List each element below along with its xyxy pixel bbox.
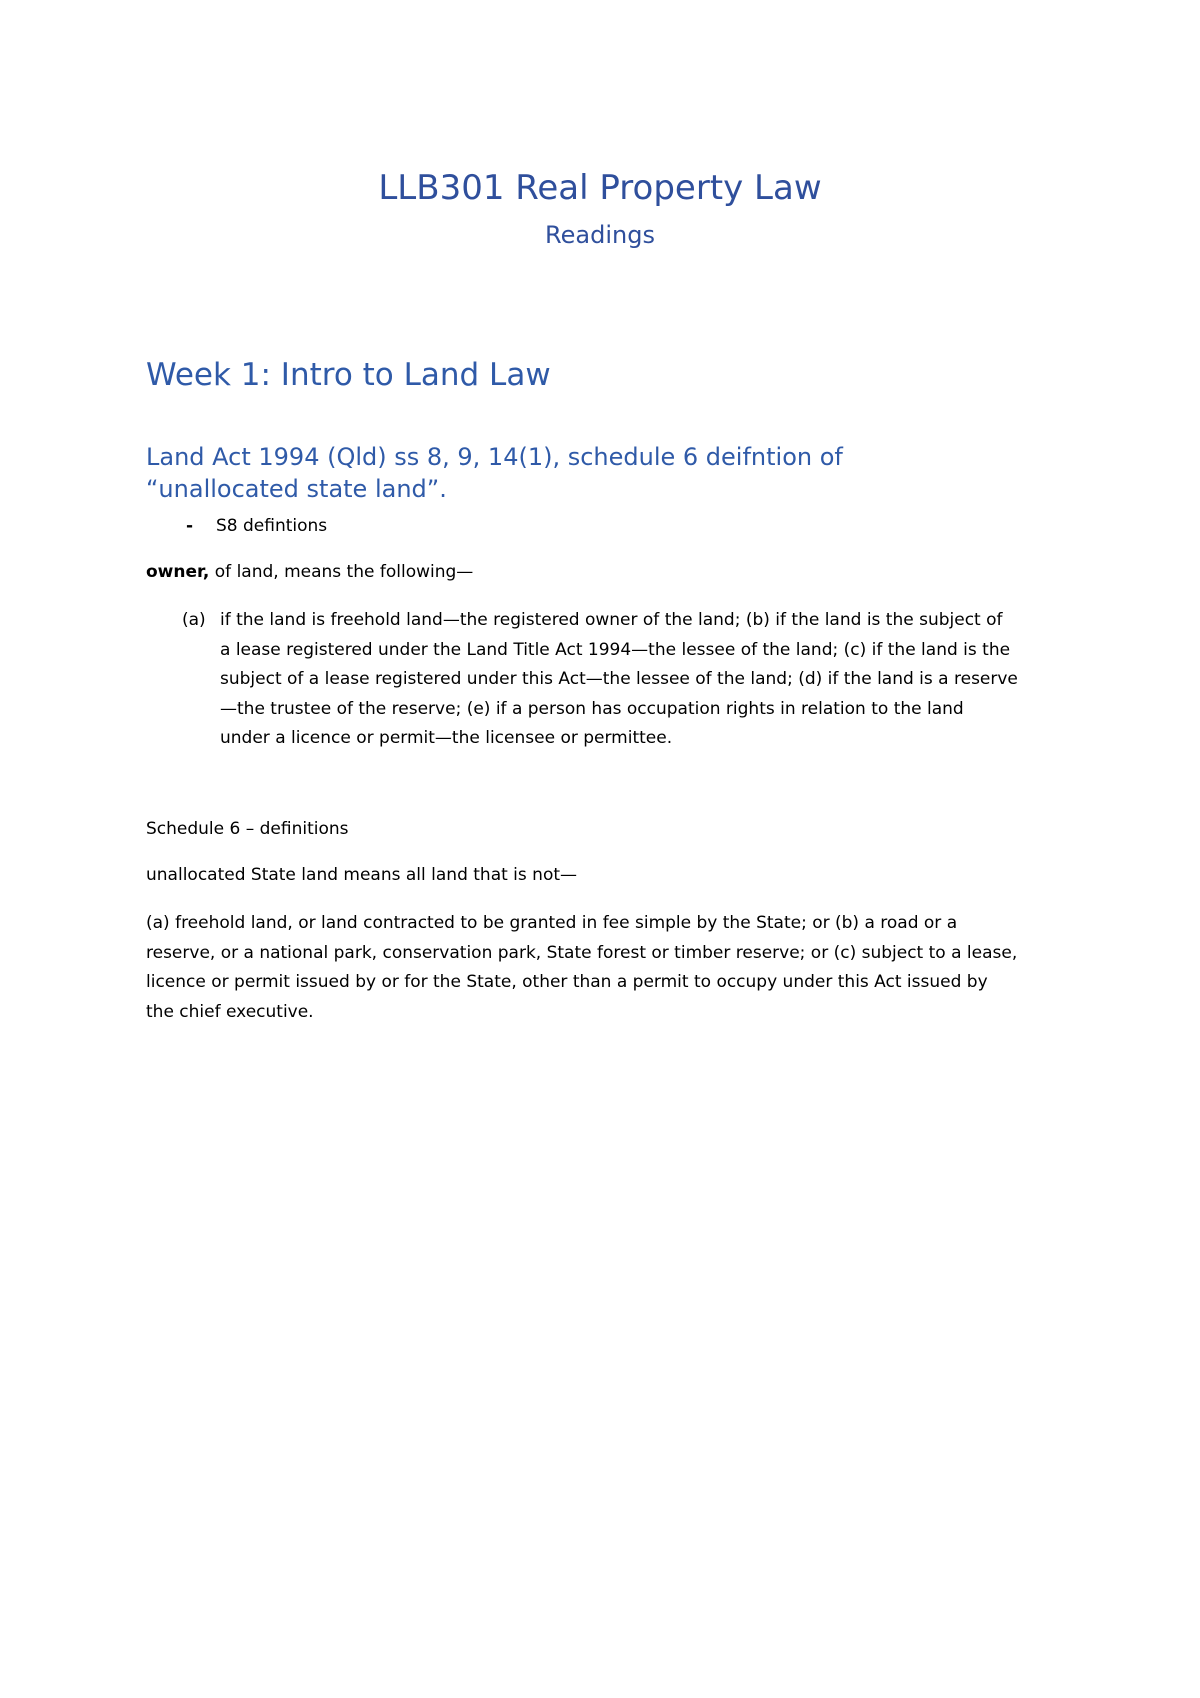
week-heading: Week 1: Intro to Land Law: [146, 357, 551, 393]
bullet-text: S8 defintions: [216, 516, 328, 536]
list-line: subject of a lease registered under this Act—the lessee of the land; (d) if the land is a reserve: [220, 669, 1018, 689]
list-line: a lease registered under the Land Title Act 1994—the lessee of the land; (c) if the land is the: [220, 639, 1011, 660]
owner-rest: of land, means the following—: [209, 562, 474, 582]
list-line: if the land is freehold land—the registered owner of the land; (b) if the land is the subject of: [220, 610, 1003, 630]
list-line: —the trustee of the reserve; (e) if a person has occupation rights in relation to the land: [220, 698, 964, 719]
schedule-line: licence or permit issued by or for the State, other than a permit to occupy under this Act issued by: [146, 972, 988, 992]
document-subtitle: Readings: [545, 221, 655, 249]
unallocated-definition-intro: unallocated State land means all land that is not—: [146, 865, 578, 885]
owner-definition-intro: [146, 560, 473, 584]
bullet-item: [186, 514, 327, 538]
owner-term: owner,: [146, 562, 210, 582]
schedule-heading: Schedule 6 – definitions: [146, 819, 349, 839]
bullet-marker: -: [186, 516, 194, 536]
list-marker: (a): [182, 610, 206, 630]
schedule-line: the chief executive.: [146, 1001, 314, 1022]
unallocated-definition-body: [146, 909, 1076, 1027]
reading-subheading: [146, 441, 1066, 505]
schedule-line: (a) freehold land, or land contracted to be granted in fee simple by the State; or (b) a road or a: [146, 913, 958, 933]
subheading-line: Land Act 1994 (Qld) ss 8, 9, 14(1), schedule 6 deifntion of: [146, 443, 843, 471]
owner-definition-list: [182, 606, 1062, 754]
list-item-text: [220, 606, 1062, 754]
document-title: LLB301 Real Property Law: [378, 168, 822, 208]
schedule-line: reserve, or a national park, conservation park, State forest or timber reserve; or (c) subject to a lease,: [146, 942, 1018, 963]
subheading-line: “unallocated state land”.: [146, 475, 447, 503]
list-line: under a licence or permit—the licensee or permittee.: [220, 728, 673, 748]
